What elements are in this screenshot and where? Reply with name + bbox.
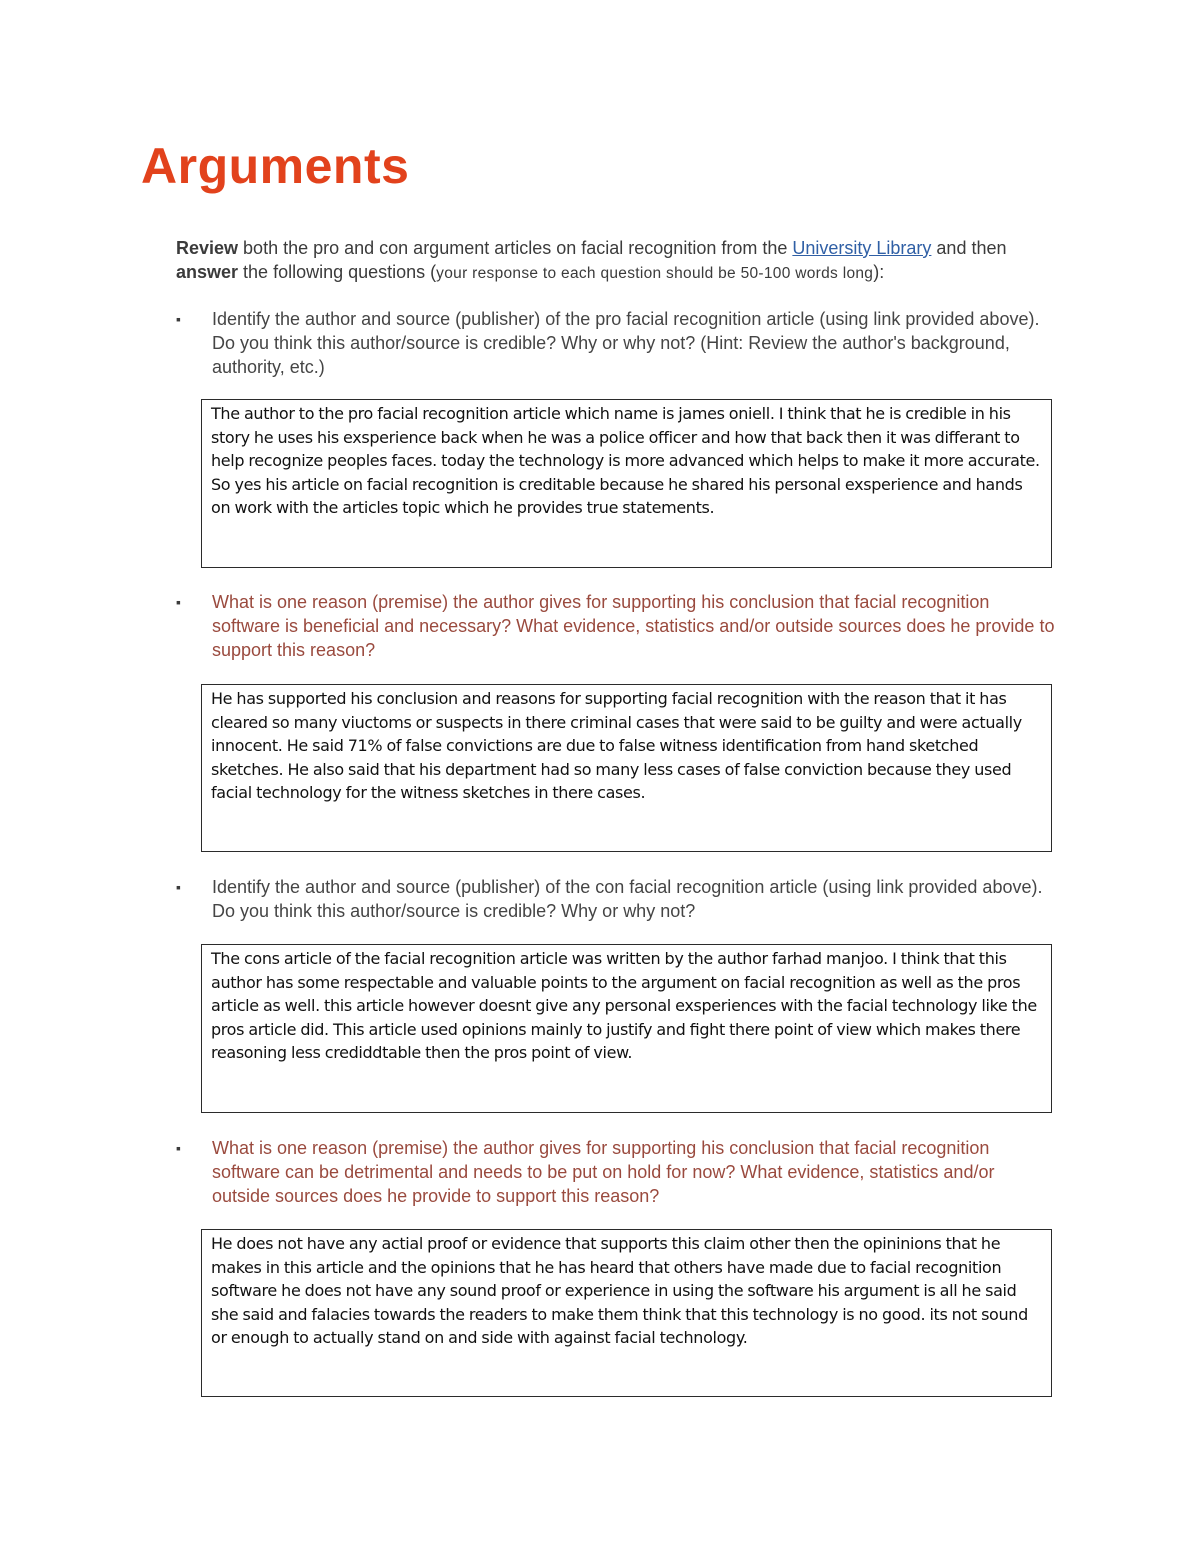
question-item — [176, 590, 1056, 662]
question-text: Identify the author and source (publisher) of the pro facial recognition article (using link provided above). Do you think this author/source is credible? Why or why not? (Hint: Review the author's background, authority, etc.) — [212, 309, 1040, 377]
bullet-icon: ▪ — [176, 879, 181, 895]
question-text: What is one reason (premise) the author gives for supporting his conclusion that facial recognition software can be detrimental and needs to be put on hold for now? What evidence, statistics and/or outside sources does he provide to support this reason? — [212, 1138, 995, 1206]
word-count-note: your response to each question should be 50-100 words long — [436, 265, 874, 282]
bullet-icon: ▪ — [176, 311, 181, 327]
question-text: What is one reason (premise) the author gives for supporting his conclusion that facial recognition software is beneficial and necessary? What evidence, statistics and/or outside sources does he provide to support this reason? — [212, 592, 1055, 660]
instructions-text-2: and then — [931, 238, 1007, 258]
instructions-text-3: the following questions ( — [238, 262, 437, 282]
answer-box[interactable]: He has supported his conclusion and reasons for supporting facial recognition with the reason that it has cleared so many viuctoms or suspects in there criminal cases that were said to be guilty and were actually innocent. He said 71% of false convictions are due to false witness identiﬁcation from hand sketched sketches. He also said that his department had so many less cases of false conviction because they used facial technology for the witness sketches in there cases. — [201, 684, 1052, 852]
answer-box[interactable]: He does not have any actial proof or evidence that supports this claim other then the opininions that he makes in this article and the opinions that he has heard that others have made due to facial recognition software he does not have any sound proof or experience in using the software his argument is all he said she said and falacies towards the readers to make them think that this technology is no good. its not sound or enough to actually stand on and side with against facial technology. — [201, 1229, 1052, 1397]
answer-box[interactable]: The author to the pro facial recognition article which name is james oniell. I think that he is credible in his story he uses his exsperience back when he was a police officer and how that back then it was differant to help recognize peoples faces. today the technology is more advanced which helps to make it more accurate. So yes his article on facial recognition is creditable because he shared his personal exsperience and hands on work with the articles topic which he provides true statements. — [201, 399, 1052, 568]
answer-box[interactable]: The cons article of the facial recognition article was written by the author farhad manjoo. I think that this author has some respectable and valuable points to the argument on facial recognition as well as the pros article as well. this article however doesnt give any personal exsperiences with the facial technology like the pros article did. This article used opinions mainly to justify and ﬁght there point of view which makes there reasoning less crediddtable then the pros point of view. — [201, 944, 1052, 1113]
answer-keyword: answer — [176, 262, 239, 282]
page-title: Arguments — [141, 138, 410, 194]
instructions-paragraph — [176, 236, 1056, 286]
bullet-icon: ▪ — [176, 1140, 181, 1156]
question-item — [176, 307, 1056, 379]
question-item — [176, 1136, 1056, 1208]
bullet-icon: ▪ — [176, 594, 181, 610]
university-library-link[interactable]: University Library — [792, 238, 932, 258]
instructions-text-4: ): — [873, 262, 885, 282]
question-item — [176, 875, 1056, 923]
instructions-text-1: both the pro and con argument articles on facial recognition from the — [238, 238, 793, 258]
question-text: Identify the author and source (publisher) of the con facial recognition article (using link provided above). Do you think this author/source is credible? Why or why not? — [212, 877, 1043, 921]
review-keyword: Review — [176, 238, 239, 258]
